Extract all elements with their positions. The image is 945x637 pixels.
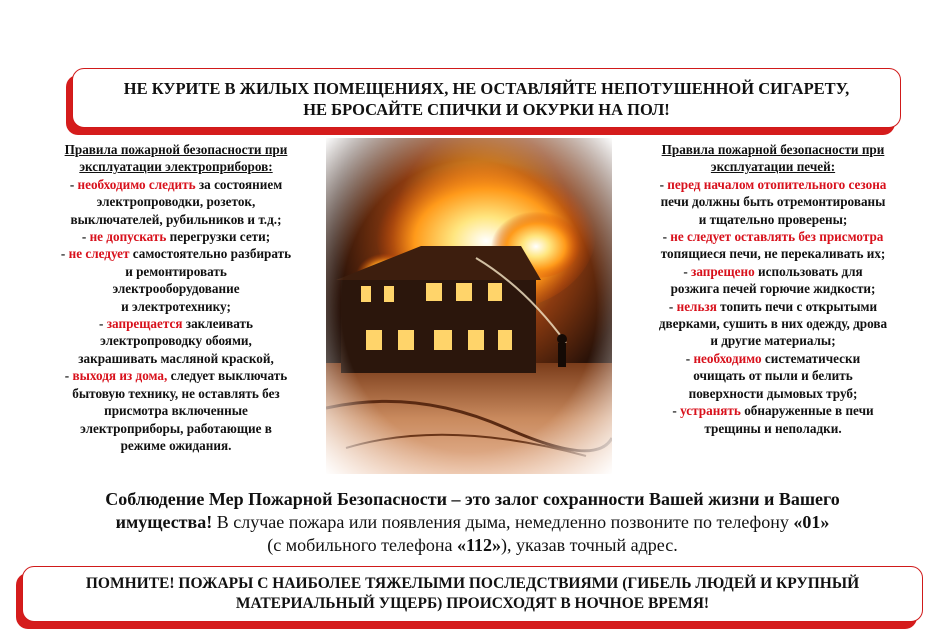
rule-keyword: не допускать — [89, 229, 167, 245]
stove-rule-6-line2: трещины и неполадки. — [704, 420, 842, 436]
stove-rules-title-line2: эксплуатации печей: — [710, 159, 836, 175]
burning-house-icon — [326, 138, 612, 474]
bottom-banner-line2: МАТЕРИАЛЬНЫЙ УЩЕРБ) ПРОИСХОДЯТ В НОЧНОЕ ВРЕМЯ! — [235, 595, 710, 612]
electrical-rule-5-line4: электроприборы, работающие в — [80, 420, 272, 436]
electrical-rule-1: - необходимо следить за состоянием — [69, 176, 283, 192]
electrical-rule-4: - запрещается заклеивать — [99, 316, 253, 332]
stove-rules-title-line1: Правила пожарной безопасности при — [661, 142, 885, 157]
rule-keyword: перед началом отопительного сезона — [667, 176, 887, 192]
electrical-rule-3-line4: и электротехнику; — [121, 298, 231, 314]
stove-rule-4: - нельзя топить печи с открытыми — [668, 298, 878, 314]
top-banner-line1: НЕ КУРИТЕ В ЖИЛЫХ ПОМЕЩЕНИЯХ, НЕ ОСТАВЛЯЙТЕ НЕПОТУШЕННОЙ СИГАРЕТУ, — [123, 79, 850, 98]
burning-house-photo — [326, 138, 612, 474]
electrical-rules-title-line1: Правила пожарной безопасности при — [64, 142, 288, 157]
bottom-warning-banner — [22, 566, 923, 622]
rule-keyword: необходимо — [693, 350, 762, 366]
phone-number-01: «01» — [793, 512, 830, 532]
rule-keyword: устранять — [680, 403, 741, 419]
rule-keyword: необходимо следить — [77, 176, 196, 192]
stove-rule-1-line3: и тщательно проверены; — [698, 211, 848, 227]
slogan-address-text: ), указав точный адрес. — [501, 535, 678, 555]
stove-rule-5: - необходимо систематически — [685, 350, 861, 366]
slogan-bold-line2: имущества! — [115, 512, 213, 532]
electrical-rule-4-line3: закрашивать масляной краской, — [78, 350, 274, 366]
electrical-rule-5-line3: присмотра включенные — [104, 403, 248, 419]
bottom-banner-line1: ПОМНИТЕ! ПОЖАРЫ С НАИБОЛЕЕ ТЯЖЕЛЫМИ ПОСЛЕДСТВИЯМИ (ГИБЕЛЬ ЛЮДЕЙ И КРУПНЫЙ — [85, 575, 860, 592]
electrical-rule-1-line3: выключателей, рубильников и т.д.; — [70, 211, 282, 227]
rule-keyword: запрещено — [691, 263, 755, 279]
electrical-rules-column — [28, 141, 324, 454]
phone-number-112: «112» — [457, 535, 502, 555]
electrical-rule-3-line3: электрооборудование — [112, 281, 240, 297]
top-warning-banner — [72, 68, 901, 128]
rule-keyword: не следует оставлять без присмотра — [670, 229, 884, 245]
stove-rule-4-line2: дверками, сушить в них одежду, дрова — [658, 316, 888, 332]
stove-rule-3-line2: розжига печей горючие жидкости; — [670, 281, 876, 297]
stove-rule-5-line3: поверхности дымовых труб; — [688, 385, 858, 401]
stove-rule-6: - устранять обнаруженные в печи — [672, 403, 874, 419]
electrical-rule-5-line2: бытовую технику, не оставлять без — [72, 385, 280, 401]
electrical-rule-5-line5: режиме ожидания. — [120, 437, 232, 453]
rule-keyword: выходя из дома, — [72, 368, 168, 384]
stove-rule-4-line3: и другие материалы; — [710, 333, 836, 349]
electrical-rule-2: - не допускать перегрузки сети; — [81, 229, 271, 245]
stove-rule-3: - запрещено использовать для — [683, 263, 863, 279]
rule-keyword: нельзя — [676, 298, 717, 314]
electrical-rule-1-line2: электропроводки, розеток, — [96, 194, 256, 210]
stove-rule-1-line2: печи должны быть отремонтированы — [660, 194, 886, 210]
slogan-bold-line1: Соблюдение Мер Пожарной Безопасности – это залог сохранности Вашей жизни и Вашего — [105, 489, 840, 509]
slogan-mobile-text: (с мобильного телефона — [267, 535, 458, 555]
slogan-call-text: В случае пожара или появления дыма, немедленно позвоните по телефону — [212, 512, 794, 532]
electrical-rule-4-line2: электропроводку обоями, — [100, 333, 252, 349]
electrical-rule-3: - не следует самостоятельно разбирать — [60, 246, 292, 262]
safety-slogan — [30, 488, 915, 557]
stove-rule-2-line2: топящиеся печи, не перекаливать их; — [660, 246, 886, 262]
stove-rule-5-line2: очищать от пыли и белить — [693, 368, 853, 384]
stove-rule-2: - не следует оставлять без присмотра — [662, 229, 884, 245]
top-banner-line2: НЕ БРОСАЙТЕ СПИЧКИ И ОКУРКИ НА ПОЛ! — [303, 100, 670, 119]
stove-rules-column — [620, 141, 926, 437]
electrical-rule-3-line2: и ремонтировать — [125, 263, 227, 279]
stove-rule-1: - перед началом отопительного сезона — [659, 176, 887, 192]
electrical-rules-title-line2: эксплуатации электроприборов: — [79, 159, 273, 175]
rule-keyword: запрещается — [106, 316, 183, 332]
electrical-rule-5: - выходя из дома, следует выключать — [64, 368, 288, 384]
rule-keyword: не следует — [68, 246, 130, 262]
